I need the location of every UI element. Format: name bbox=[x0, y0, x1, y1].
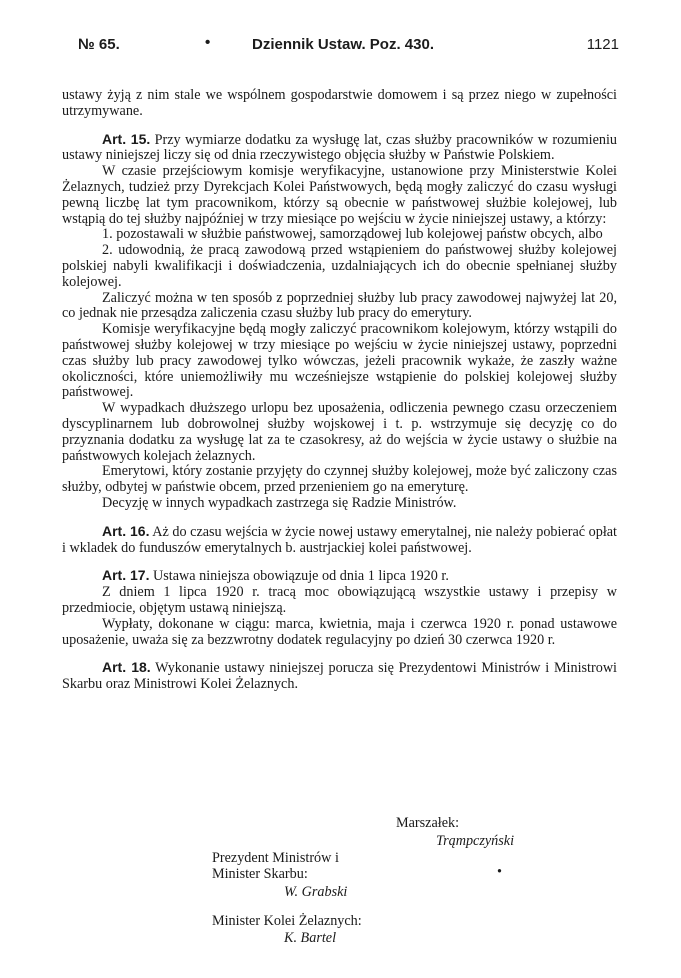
marszalek-title: Marszałek: bbox=[396, 815, 460, 831]
article-18 bbox=[62, 660, 617, 693]
article-label: Art. 17. bbox=[102, 567, 150, 584]
document-body bbox=[62, 88, 617, 693]
header-dot: • bbox=[205, 34, 211, 51]
page-number: 1121 bbox=[586, 36, 619, 53]
paragraph: W wypadkach dłuższego urlopu bez uposażenia, odliczenia pewnego czasu orzeczeniem dyscyplinarnem lub dobrowolnej służby wojskowej i t. p. wstrzymuje się decyzję co do przyznania dodatku za wysługę lat za te czasokresy, aż do wejścia w życie ustawy o służbie na państwowych kolejach żelaznych. bbox=[62, 400, 617, 464]
article-17 bbox=[62, 568, 617, 585]
article-label: Art. 15. bbox=[102, 130, 151, 147]
article-label: Art. 18. bbox=[102, 659, 151, 676]
paragraph: Decyzję w innych wypadkach zastrzega się Radzie Ministrów. bbox=[102, 494, 457, 511]
page-header bbox=[78, 36, 619, 58]
paragraph: Emerytowi, który zostanie przyjęty do czynnej służby kolejowej, może być zaliczony czas służby, odbytej w państwie obcem, przed przenieniem go na emeryturę. bbox=[62, 463, 617, 496]
list-item: 1. pozostawali w służbie państwowej, samorządowej lub kolejowej państw obcych, albo bbox=[102, 226, 603, 243]
article-text: Aż do czasu wejścia w życie nowej ustawy emerytalnej, nie należy pobierać opłat i wkladek do funduszów emerytalnych b. austrjackiej kolei państwowej. bbox=[62, 523, 617, 556]
article-15 bbox=[62, 132, 617, 165]
article-text: Przy wymiarze dodatku za wysługę lat, czas służby pracowników w rozumieniu ustawy niniejszej liczy się od dnia rzeczywistego objęcia służby w Państwie Polskiem. bbox=[62, 131, 617, 164]
paragraph: Zaliczyć można w ten sposób z poprzedniej służby lub pracy zawodowej najwyżej lat 20, co jednak nie przesądza zaliczenia czasu służby lub pracy do emerytury. bbox=[62, 289, 617, 322]
paragraph: Wypłaty, dokonane w ciągu: marca, kwietnia, maja i czerwca 1920 r. ponad ustawowe uposażenie, uważa się za bezzwrotny dodatek regulacyjny po dzień 30 czerwca 1920 r. bbox=[62, 615, 617, 648]
paragraph: ustawy żyją z nim stale we wspólnem gospodarstwie domowem i są przez niego w zupełności utrzymywane. bbox=[62, 87, 617, 119]
marszalek-name: Trąmpczyński bbox=[436, 833, 515, 849]
journal-title: Dziennik Ustaw. Poz. 430. bbox=[252, 36, 434, 53]
bullet-mark: • bbox=[497, 864, 502, 880]
koleje-title: Minister Kolei Żelaznych: bbox=[212, 913, 362, 929]
paragraph: Komisje weryfikacyjne będą mogły zaliczyć pracownikom kolejowym, którzy wstąpili do państwowej służby kolejowej w trzy miesiące po wejściu w życie niniejszej ustawy, poprzedni czas służby lub pracy zawodowej tylko wówczas, jeżeli pracownik wykaże, że zaszły ważne okoliczności, które uniemożliwiły mu wcześniejsze wstąpienie do polskiej kolejowej służby państwowej. bbox=[62, 321, 617, 401]
koleje-name: K. Bartel bbox=[284, 930, 337, 946]
skarb-name: W. Grabski bbox=[284, 884, 348, 900]
article-16 bbox=[62, 524, 617, 557]
paragraph: W czasie przejściowym komisje weryfikacyjne, ustanowione przy Ministerstwie Kolei Żelaznych, tudzież przy Dyrekcjach Kolei Państwowych, będą mogły zaliczyć do czasu wysługi pewną liczbę lat tym pracownikom, którzy są obecnie w państwowej służbie kolejowej, lub wstąpią do tej służby najpóźniej w trzy miesiące po wejściu w życie niniejszej ustawy, a którzy: bbox=[62, 163, 617, 227]
skarb-title: Minister Skarbu: bbox=[212, 866, 308, 882]
issue-number: № 65. bbox=[78, 36, 120, 53]
prezydent-title: Prezydent Ministrów i bbox=[212, 850, 339, 866]
paragraph: Z dniem 1 lipca 1920 r. tracą moc obowiązującą wszystkie ustawy i przepisy w przedmiocie, objętym ustawą niniejszą. bbox=[62, 584, 617, 616]
article-text: Ustawa niniejsza obowiązuje od dnia 1 lipca 1920 r. bbox=[153, 568, 449, 585]
article-text: Wykonanie ustawy niniejszej porucza się Prezydentowi Ministrów i Ministrowi Skarbu oraz Ministrowi Kolei Żelaznych. bbox=[62, 660, 618, 693]
list-item: 2. udowodnią, że pracą zawodową przed wstąpieniem do państwowej służby kolejowej polskiej nabyli kwalifikacji i doświadczenia, uzdalniających ich do obecnie spełnianej służby kolejowej. bbox=[62, 242, 617, 290]
article-label: Art. 16. bbox=[102, 522, 150, 539]
